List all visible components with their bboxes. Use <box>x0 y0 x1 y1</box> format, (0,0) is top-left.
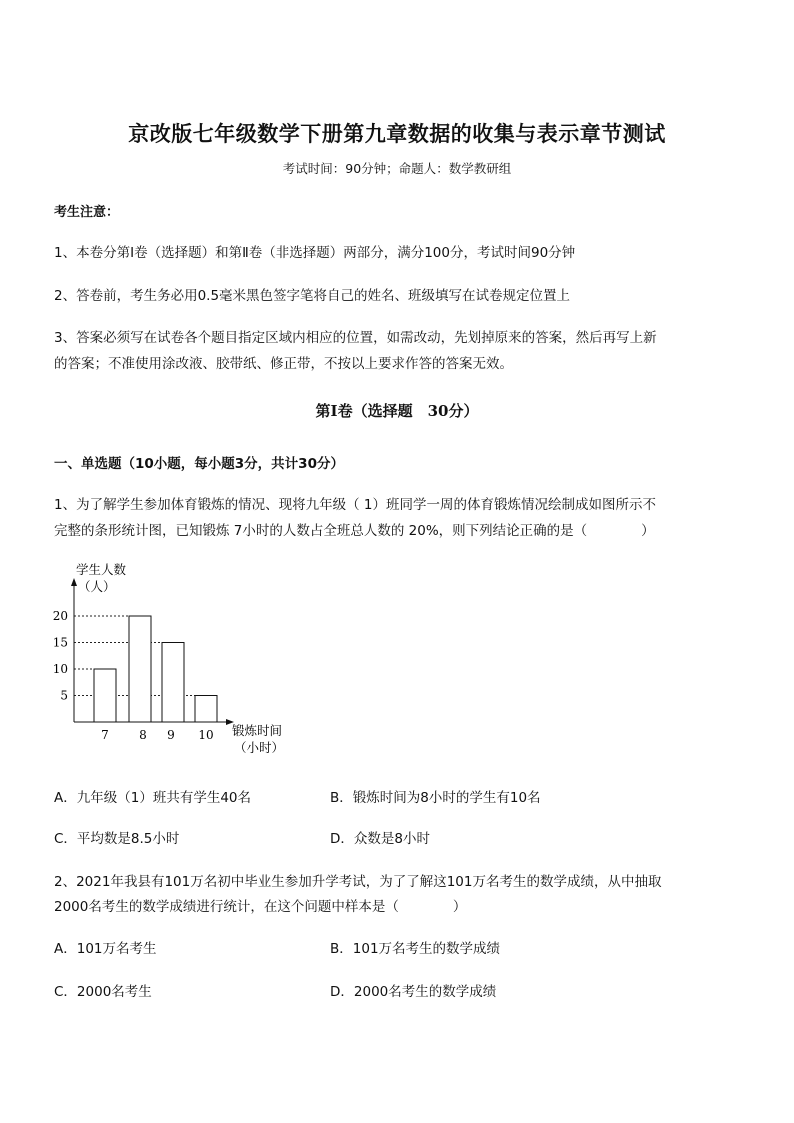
y-axis-arrow <box>71 578 77 586</box>
notice-item-1: 1、本卷分第Ⅰ卷（选择题）和第Ⅱ卷（非选择题）两部分，满分100分，考试时间90分钟 <box>54 245 576 261</box>
x-tick-label-10: 10 <box>198 728 214 742</box>
bar-7 <box>94 669 116 722</box>
notice-item-2: 2、答卷前，考生务必用0.5毫米黑色签字笔将自己的姓名、班级填写在试卷规定位置上 <box>54 288 571 304</box>
q2-stem-line2: 2000名考生的数学成绩进行统计，在这个问题中样本是（ ） <box>54 899 467 915</box>
y-tick-label-15: 15 <box>52 635 68 650</box>
q1-option-d[interactable]: D．众数是8小时 <box>330 831 430 847</box>
y-tick-label-10: 10 <box>52 662 68 676</box>
x-tick-label-9: 9 <box>167 728 175 742</box>
x-axis-label-line2: （小时） <box>234 740 285 755</box>
section-title: 第Ⅰ卷（选择题 30分） <box>315 402 479 420</box>
page-title: 京改版七年级数学下册第九章数据的收集与表示章节测试 <box>128 121 666 146</box>
q1-stem-line1: 1、为了解学生参加体育锻炼的情况、现将九年级（ 1）班同学一周的体育锻炼情况绘制成如图所示不 <box>54 497 656 513</box>
bar-10 <box>195 696 217 723</box>
q2-stem-line1: 2、2021年我县有101万名初中毕业生参加升学考试，为了了解这101万名考生的数学成绩，从中抽取 <box>54 874 662 890</box>
y-tick-label-5: 5 <box>60 688 68 703</box>
q1-stem-line2: 完整的条形统计图，已知锻炼 7小时的人数占全班总人数的 20%，则下列结论正确的是（ ） <box>54 523 655 539</box>
q2-option-c[interactable]: C．2000名考生 <box>54 984 152 1000</box>
y-tick-label-20: 20 <box>52 609 68 623</box>
y-axis-label-line1: 学生人数 <box>76 562 127 577</box>
q2-option-d[interactable]: D．2000名考生的数学成绩 <box>330 984 497 1000</box>
x-tick-label-7: 7 <box>101 728 109 742</box>
y-axis-label-line2: （人） <box>78 579 116 594</box>
q1-option-c[interactable]: C．平均数是8.5小时 <box>54 831 180 847</box>
q2-option-b[interactable]: B．101万名考生的数学成绩 <box>330 941 501 957</box>
q1-option-b[interactable]: B．锻炼时间为8小时的学生有10名 <box>330 790 541 806</box>
bar-8 <box>129 616 151 722</box>
notice-item-3-cont: 的答案；不准使用涂改液、胶带纸、修正带，不按以上要求作答的答案无效。 <box>54 356 513 372</box>
bar-9 <box>162 643 184 723</box>
part-heading: 一、单选题（10小题，每小题3分，共计30分） <box>54 456 344 472</box>
exam-info: 考试时间：90分钟；命题人：数学教研组 <box>282 161 512 176</box>
notice-item-3: 3、答案必须写在试卷各个题目指定区域内相应的位置，如需改动，先划掉原来的答案，然后再写上新 <box>54 330 657 346</box>
x-axis-label-line1: 锻炼时间 <box>232 723 283 738</box>
q2-option-a[interactable]: A．101万名考生 <box>54 941 157 957</box>
x-tick-label-8: 8 <box>139 728 147 742</box>
notice-heading: 考生注意： <box>54 205 120 220</box>
bar-chart <box>48 556 308 760</box>
q1-option-a[interactable]: A．九年级（1）班共有学生40名 <box>54 790 252 806</box>
